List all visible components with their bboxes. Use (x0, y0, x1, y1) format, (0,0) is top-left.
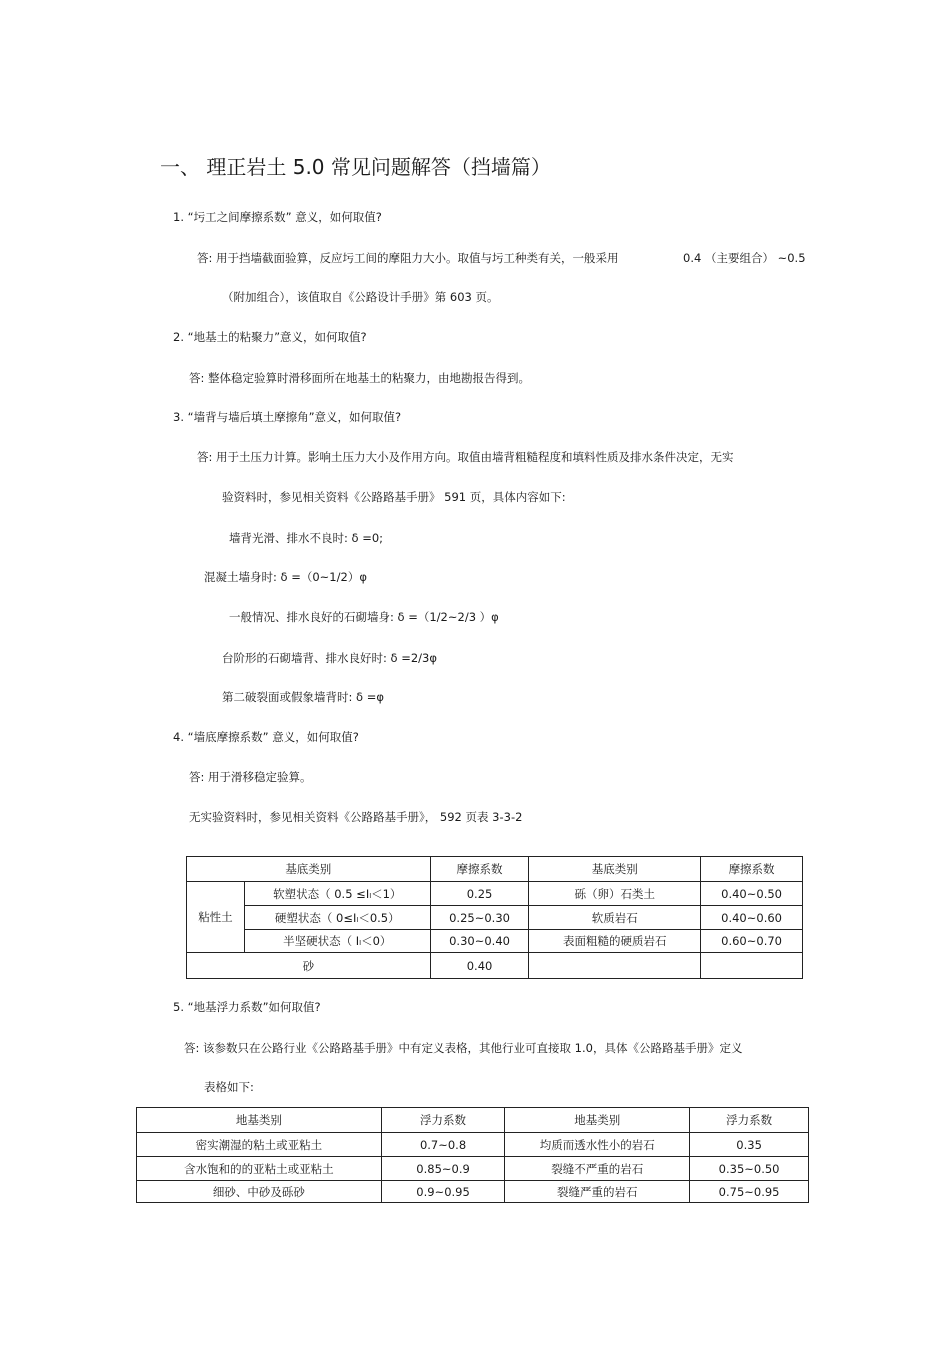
cell: 0.40~0.60 (701, 906, 803, 930)
cell: 软质岩石 (529, 906, 701, 930)
cell: 0.35 (690, 1133, 809, 1157)
cell: 0.60~0.70 (701, 930, 803, 953)
answer-5-line-1: 答: 该参数只在公路行业《公路路基手册》中有定义表格，其他行业可直接取 1.0，具体《公路路基手册》定义 (184, 1041, 743, 1055)
header-buoyancy: 浮力系数 (381, 1108, 505, 1133)
question-3: 3. “墙背与墙后填土摩擦角”意义，如何取值? (173, 410, 402, 424)
cell: 含水饱和的的亚粘土或亚粘土 (137, 1157, 382, 1181)
table-row (187, 906, 803, 930)
table-row (187, 930, 803, 953)
answer-4-line-1: 答: 用于滑移稳定验算。 (189, 770, 312, 784)
cell: 半坚硬状态（ Iₗ＜0） (244, 930, 430, 953)
cell: 硬塑状态（ 0≤Iₗ＜0.5） (244, 906, 430, 930)
friction-coefficient-table (186, 856, 803, 979)
cell: 表面粗糙的硬质岩石 (529, 930, 701, 953)
group-clay: 粘性土 (187, 882, 245, 953)
cell: 均质而透水性小的岩石 (505, 1133, 690, 1157)
header-base-type-2: 基底类别 (529, 857, 701, 882)
cell-empty (701, 953, 803, 979)
cell: 密实潮湿的粘土或亚粘土 (137, 1133, 382, 1157)
answer-1-line-2: （附加组合），该值取自《公路设计手册》第 603 页。 (222, 290, 499, 304)
answer-1-line-1: 答: 用于挡墙截面验算，反应圬工间的摩阻力大小。取值与圬工种类有关，一般采用 (197, 251, 619, 265)
cell: 0.25~0.30 (430, 906, 529, 930)
cell: 细砂、中砂及砾砂 (137, 1181, 382, 1203)
cell: 0.40 (430, 953, 529, 979)
answer-3-line-1: 答: 用于土压力计算。影响土压力大小及作用方向。取值由墙背粗糙程度和填料性质及排水条件决定，无实 (197, 450, 734, 464)
header-base-type: 基底类别 (187, 857, 431, 882)
cell: 0.35~0.50 (690, 1157, 809, 1181)
cell: 0.9~0.95 (381, 1181, 505, 1203)
answer-4-line-2: 无实验资料时，参见相关资料《公路路基手册》， 592 页表 3-3-2 (189, 810, 523, 824)
header-friction-2: 摩擦系数 (701, 857, 803, 882)
cell: 0.40~0.50 (701, 882, 803, 906)
answer-1-value: 0.4 （主要组合） ~0.5 (683, 251, 806, 265)
header-ground-type: 地基类别 (137, 1108, 382, 1133)
header-buoyancy-2: 浮力系数 (690, 1108, 809, 1133)
cell: 砂 (187, 953, 431, 979)
table-row (187, 882, 803, 906)
condition-4: 台阶形的石砌墙背、排水良好时: δ =2/3φ (222, 651, 437, 665)
answer-5-line-2: 表格如下: (204, 1080, 254, 1094)
cell: 0.30~0.40 (430, 930, 529, 953)
question-1: 1. “圬工之间摩擦系数” 意义，如何取值? (173, 210, 382, 224)
cell: 裂缝不严重的岩石 (505, 1157, 690, 1181)
question-2: 2. “地基土的粘聚力”意义，如何取值? (173, 330, 367, 344)
answer-2: 答: 整体稳定验算时滑移面所在地基土的粘聚力，由地勘报告得到。 (189, 371, 531, 385)
question-5: 5. “地基浮力系数”如何取值? (173, 1000, 321, 1014)
condition-1: 墙背光滑、排水不良时: δ =0; (229, 531, 384, 545)
condition-3: 一般情况、排水良好的石砌墙身: δ =（1/2~2/3 ）φ (229, 610, 499, 624)
cell: 0.7~0.8 (381, 1133, 505, 1157)
table-row (137, 1133, 809, 1157)
cell: 软塑状态（ 0.5 ≤Iₗ＜1） (244, 882, 430, 906)
buoyancy-coefficient-table (136, 1107, 809, 1203)
page-title: 一、 理正岩土 5.0 常见问题解答（挡墙篇） (160, 155, 551, 179)
cell: 0.25 (430, 882, 529, 906)
cell: 0.85~0.9 (381, 1157, 505, 1181)
table-row (137, 1157, 809, 1181)
answer-3-line-2: 验资料时，参见相关资料《公路路基手册》 591 页，具体内容如下: (222, 490, 566, 504)
cell: 0.75~0.95 (690, 1181, 809, 1203)
header-ground-type-2: 地基类别 (505, 1108, 690, 1133)
cell-empty (529, 953, 701, 979)
question-4: 4. “墙底摩擦系数” 意义，如何取值? (173, 730, 359, 744)
table-row (187, 953, 803, 979)
condition-2: 混凝土墙身时: δ =（0~1/2）φ (204, 570, 367, 584)
header-friction: 摩擦系数 (430, 857, 529, 882)
condition-5: 第二破裂面或假象墙背时: δ =φ (222, 690, 384, 704)
cell: 砾（卵）石类土 (529, 882, 701, 906)
cell: 裂缝严重的岩石 (505, 1181, 690, 1203)
table-row (137, 1181, 809, 1203)
